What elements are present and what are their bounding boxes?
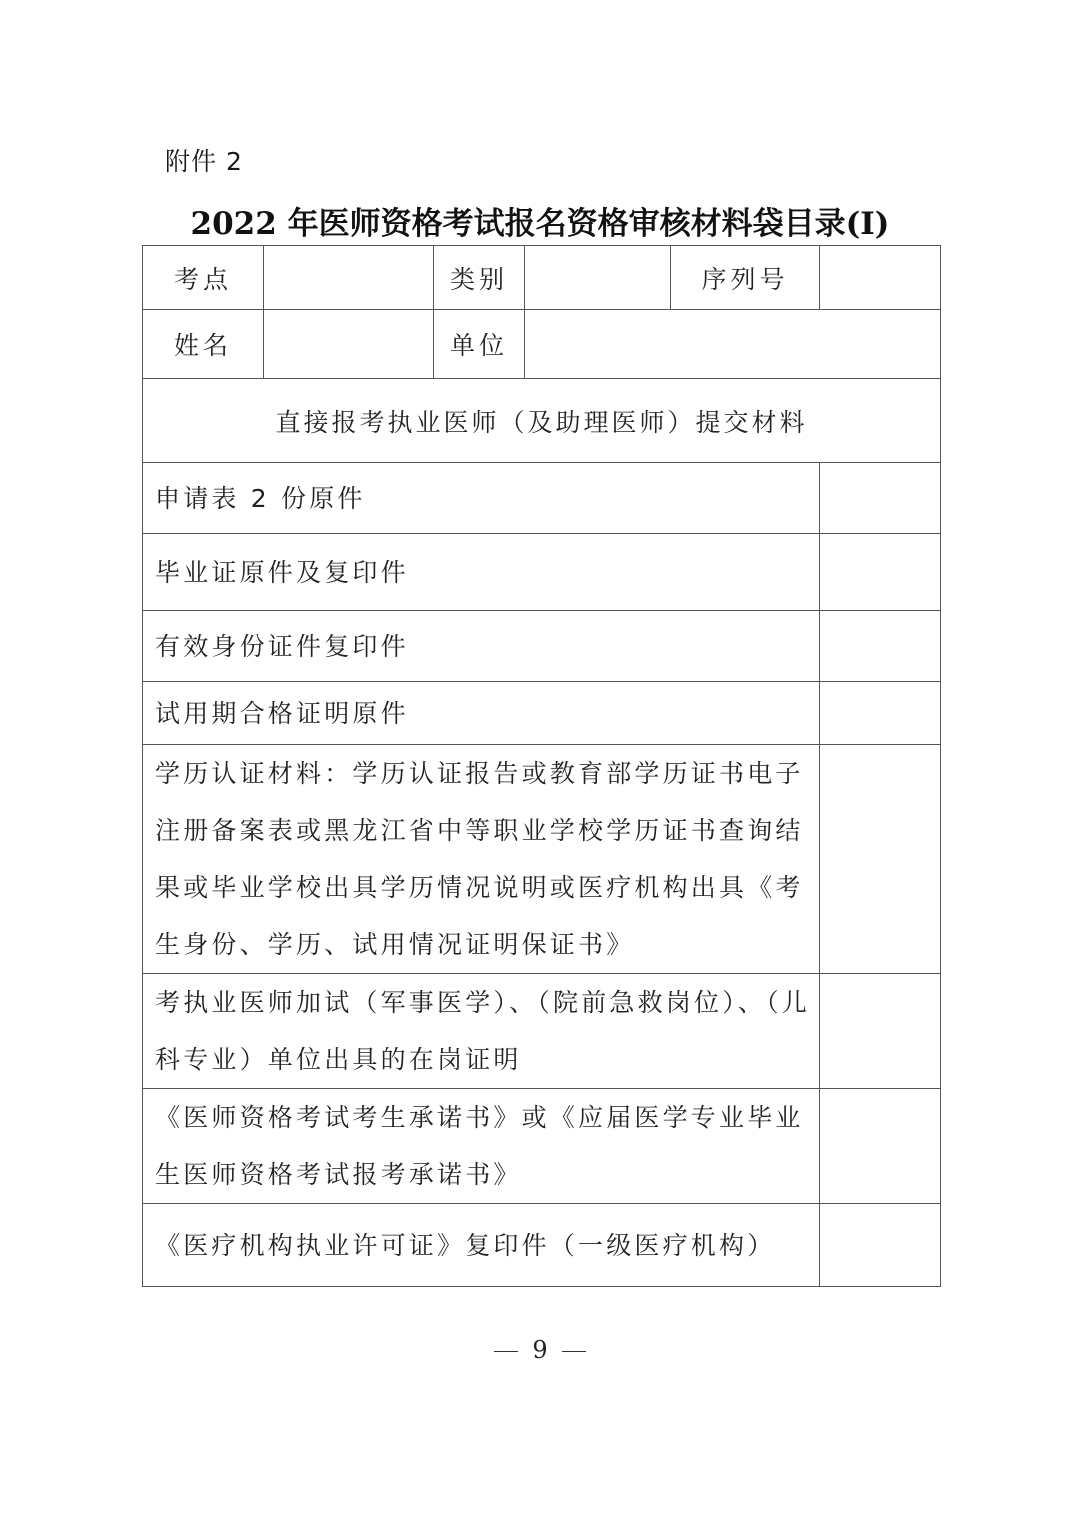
checklist-item [143,463,941,534]
item-check-cell[interactable] [820,974,941,1089]
item-check-cell[interactable] [820,463,941,534]
item-text: 学历认证材料：学历认证报告或教育部学历证书电子注册备案表或黑龙江省中等职业学校学历证书查询结果或毕业学校出具学历情况说明或医疗机构出具《考生身份、学历、试用情况证明保证书》 [143,745,820,974]
category-label: 类别 [434,246,525,310]
document-title: 2022 年医师资格考试报名资格审核材料袋目录(I) [190,206,890,242]
item-text: 申请表 2 份原件 [143,463,820,534]
item-check-cell[interactable] [820,1204,941,1287]
header-row-2 [143,310,941,379]
employer-label: 单位 [434,310,525,379]
materials-checklist-table [142,245,941,1287]
checklist-item [143,1089,941,1204]
serial-number-label: 序列号 [671,246,820,310]
section-row [143,379,941,463]
name-field[interactable] [264,310,434,379]
item-text: 试用期合格证明原件 [143,682,820,745]
employer-field[interactable] [525,310,941,379]
checklist-item [143,611,941,682]
item-text: 《医师资格考试考生承诺书》或《应届医学专业毕业生医师资格考试报考承诺书》 [143,1089,820,1204]
item-check-cell[interactable] [820,1089,941,1204]
header-row-1 [143,246,941,310]
serial-number-field[interactable] [820,246,941,310]
item-check-cell[interactable] [820,682,941,745]
item-text: 《医疗机构执业许可证》复印件（一级医疗机构） [143,1204,820,1287]
exam-site-field[interactable] [264,246,434,310]
item-text: 有效身份证件复印件 [143,611,820,682]
dash-right [562,1351,586,1353]
item-text: 毕业证原件及复印件 [143,534,820,611]
section-title: 直接报考执业医师（及助理医师）提交材料 [143,379,941,463]
name-label: 姓名 [143,310,264,379]
checklist-item [143,534,941,611]
attachment-label: 附件 2 [165,147,243,176]
dash-left [494,1351,518,1353]
item-check-cell[interactable] [820,745,941,974]
page-footer [0,1336,1080,1364]
item-text: 考执业医师加试（军事医学）、（院前急救岗位）、（儿科专业）单位出具的在岗证明 [143,974,820,1089]
checklist-item [143,974,941,1089]
item-check-cell[interactable] [820,611,941,682]
category-field[interactable] [525,246,671,310]
checklist-item [143,745,941,974]
checklist-item [143,682,941,745]
page-number: 9 [532,1336,548,1364]
item-check-cell[interactable] [820,534,941,611]
exam-site-label: 考点 [143,246,264,310]
checklist-item [143,1204,941,1287]
